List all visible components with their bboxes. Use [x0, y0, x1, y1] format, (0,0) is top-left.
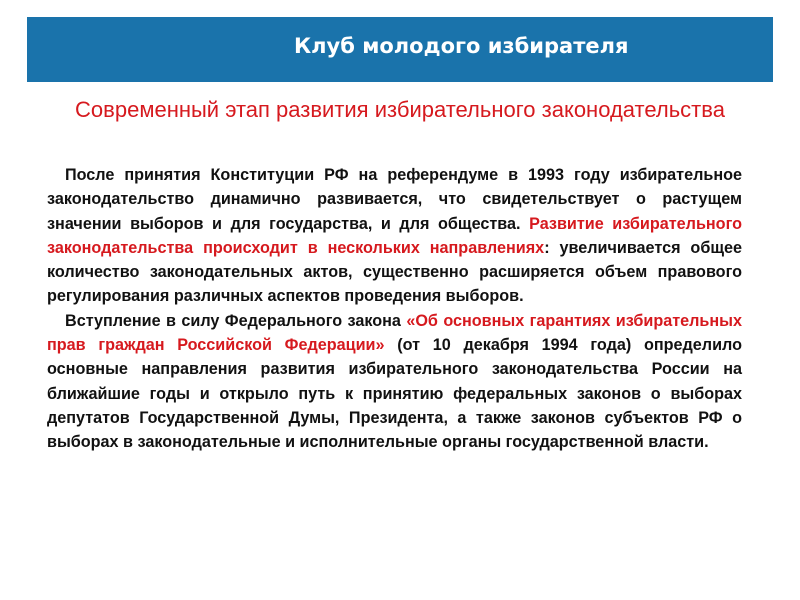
paragraph-1 — [47, 163, 742, 309]
paragraph-2 — [47, 309, 742, 455]
header-title: Клуб молодого избирателя — [294, 34, 629, 58]
slide-body — [47, 163, 742, 455]
paragraph-1-text-end: : увеличивается общее количество законодательных актов, существенно расширяется объем правового регулирования различных аспектов проведения выборов. — [47, 238, 742, 306]
paragraph-2-highlight: «Об основных гарантиях избирательных прав граждан Российской Федерации» — [47, 311, 742, 355]
paragraph-1-highlight: Развитие избирательного законодательства происходит в нескольких направлениях — [47, 214, 742, 257]
paragraph-2-text: Вступление в силу Федерального закона — [65, 311, 407, 330]
paragraph-2-text-end: (от 10 декабря 1994 года) определило основные направления развития избирательного законодательства России на ближайшие годы и открыло путь к принятию федеральных законов о выборах депутатов Государственной Думы, Президента, а также законов субъектов РФ о выборах в законодательные и исполнительные органы государственной власти. — [47, 336, 742, 452]
slide-title: Современный этап развития избирательного законодательства — [75, 97, 725, 122]
paragraph-1-text: После принятия Конституции РФ на референдуме в 1993 году избирательное законодательство динамично развивается, что свидетельствует о растущем значении выборов и для государства, и для общества. — [47, 166, 742, 233]
